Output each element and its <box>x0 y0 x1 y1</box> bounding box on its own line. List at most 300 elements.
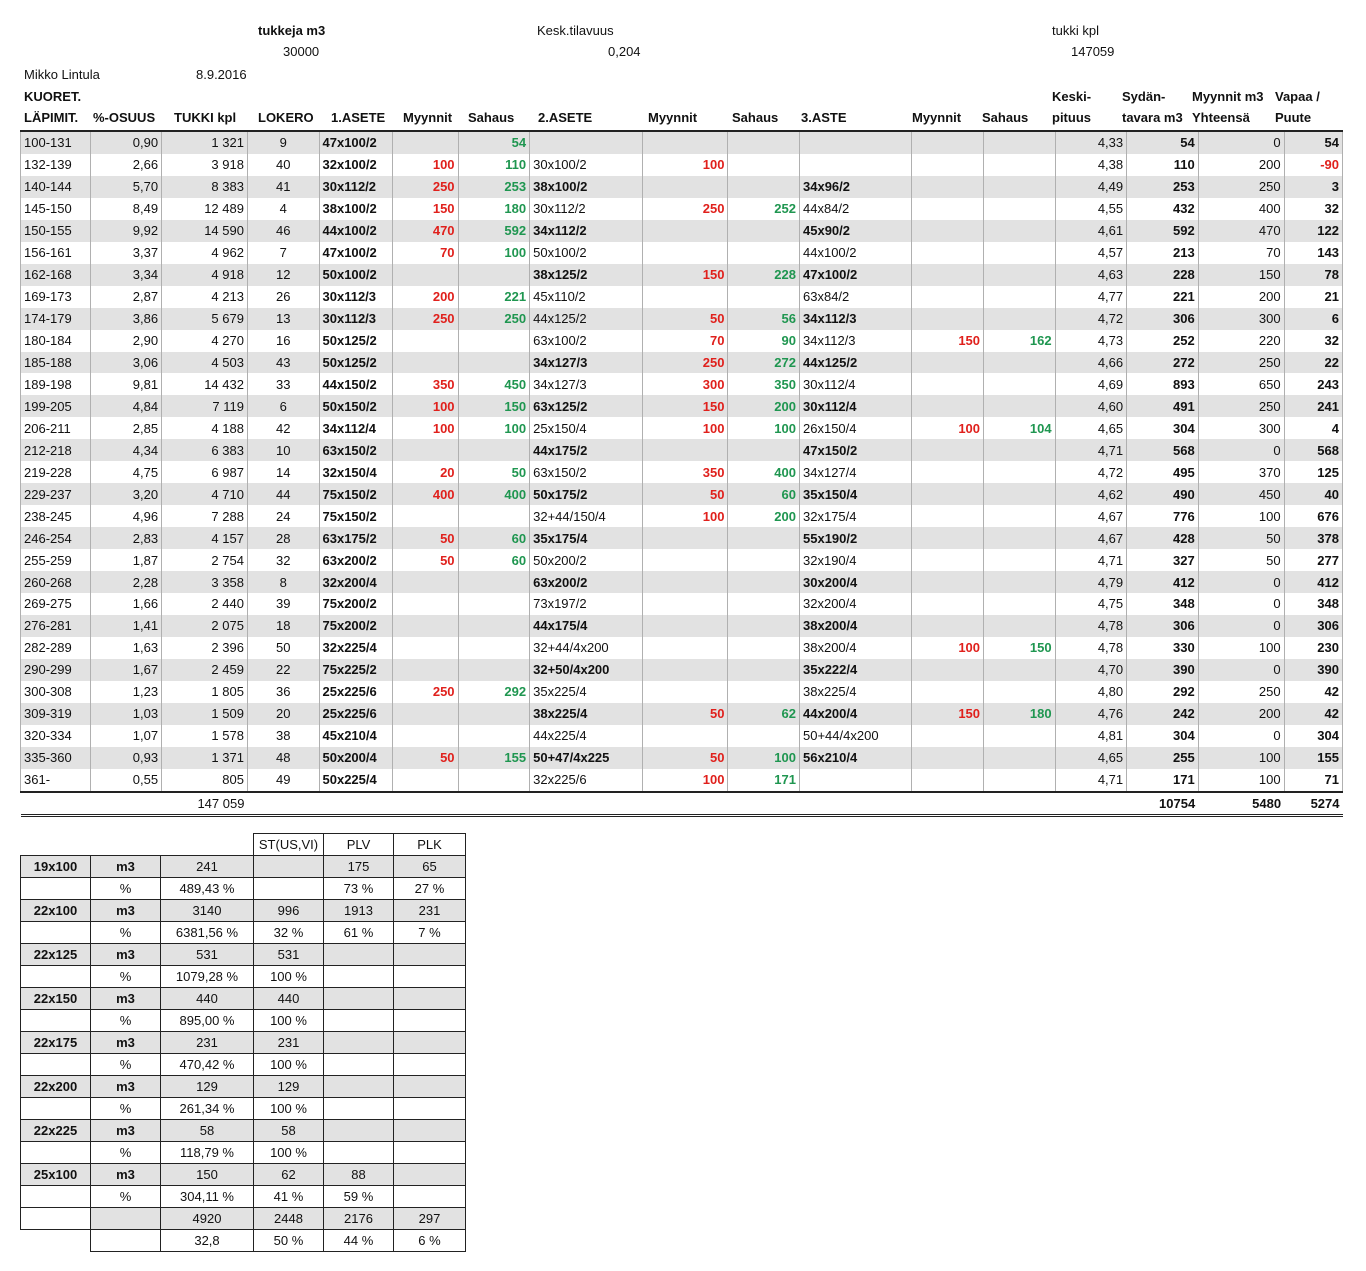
summary-value <box>394 1164 466 1186</box>
summary-row-m3 <box>21 1120 466 1142</box>
cell-keski-pituus: 4,66 <box>1055 352 1127 374</box>
cell-myynnit1: 350 <box>393 373 458 395</box>
cell-lokero: 10 <box>247 439 319 461</box>
summary-unit: % <box>91 1098 161 1120</box>
cell-vapaa-puute: 412 <box>1284 571 1342 593</box>
summary-total-empty <box>21 1208 91 1230</box>
cell-sahaus1: 60 <box>458 527 530 549</box>
cell-keski-pituus: 4,72 <box>1055 461 1127 483</box>
cell-sahaus1: 100 <box>458 417 530 439</box>
cell-osuus: 4,96 <box>90 505 162 527</box>
cell-sydantavara: 428 <box>1127 527 1199 549</box>
summary-pct <box>324 1010 394 1032</box>
cell-aste2: 38x100/2 <box>530 176 642 198</box>
cell-osuus: 2,28 <box>90 571 162 593</box>
cell-vapaa-puute: 306 <box>1284 615 1342 637</box>
cell-aste1: 63x175/2 <box>319 527 393 549</box>
cell-lapimit: 255-259 <box>21 549 91 571</box>
cell-myynnit1 <box>393 439 458 461</box>
cell-vapaa-puute: 78 <box>1284 264 1342 286</box>
summary-value: 62 <box>254 1164 324 1186</box>
cell-keski-pituus: 4,63 <box>1055 264 1127 286</box>
cell-vapaa-puute: -90 <box>1284 154 1342 176</box>
cell-aste3: 38x200/4 <box>800 615 912 637</box>
cell-sydantavara: 292 <box>1127 681 1199 703</box>
cell-myynnit1: 400 <box>393 483 458 505</box>
summary-total-pct: 50 % <box>254 1230 324 1252</box>
cell-keski-pituus: 4,71 <box>1055 769 1127 792</box>
cell-myynnit1: 100 <box>393 395 458 417</box>
cell-sahaus3 <box>984 527 1056 549</box>
total-empty <box>21 792 91 816</box>
cell-lapimit: 320-334 <box>21 725 91 747</box>
cell-myynnit-yht: 70 <box>1198 242 1284 264</box>
summary-header-row <box>21 834 466 856</box>
summary-value <box>254 856 324 878</box>
summary-size: 22x175 <box>21 1032 91 1054</box>
cell-aste1: 50x100/2 <box>319 264 393 286</box>
cell-myynnit2: 350 <box>642 461 728 483</box>
totals-row <box>21 792 1343 816</box>
summary-size: 22x225 <box>21 1120 91 1142</box>
cell-aste3: 44x125/2 <box>800 352 912 374</box>
cell-sydantavara: 54 <box>1127 131 1199 154</box>
summary-size: 22x200 <box>21 1076 91 1098</box>
cell-sahaus3 <box>984 461 1056 483</box>
total-empty <box>984 792 1056 816</box>
cell-aste3: 47x150/2 <box>800 439 912 461</box>
summary-row-m3 <box>21 856 466 878</box>
cell-osuus: 4,84 <box>90 395 162 417</box>
total-empty <box>728 792 800 816</box>
cell-myynnit1 <box>393 264 458 286</box>
cell-vapaa-puute: 40 <box>1284 483 1342 505</box>
total-empty <box>530 792 642 816</box>
summary-size-empty <box>21 1186 91 1208</box>
cell-sahaus2: 350 <box>728 373 800 395</box>
cell-sahaus2: 400 <box>728 461 800 483</box>
cell-aste1: 30x112/2 <box>319 176 393 198</box>
cell-sahaus1: 60 <box>458 549 530 571</box>
cell-myynnit-yht: 0 <box>1198 659 1284 681</box>
total-vapaa-puute: 5274 <box>1284 792 1342 816</box>
cell-tukki-kpl: 1 371 <box>162 747 248 769</box>
cell-osuus: 1,41 <box>90 615 162 637</box>
summary-pct <box>324 1098 394 1120</box>
summary-unit: m3 <box>91 988 161 1010</box>
summary-value <box>324 1076 394 1098</box>
cell-sahaus1 <box>458 769 530 792</box>
cell-aste1: 34x112/4 <box>319 417 393 439</box>
cell-myynnit1: 250 <box>393 681 458 703</box>
cell-vapaa-puute: 378 <box>1284 527 1342 549</box>
cell-osuus: 3,20 <box>90 483 162 505</box>
cell-sahaus2 <box>728 176 800 198</box>
summary-row-pct <box>21 966 466 988</box>
cell-aste1: 25x225/6 <box>319 703 393 725</box>
cell-myynnit3 <box>912 615 984 637</box>
summary-total-pct: 6 % <box>394 1230 466 1252</box>
cell-tukki-kpl: 6 987 <box>162 461 248 483</box>
cell-aste3: 30x112/4 <box>800 373 912 395</box>
summary-header-empty <box>21 834 91 856</box>
cell-aste2: 63x150/2 <box>530 461 642 483</box>
cell-sahaus3 <box>984 747 1056 769</box>
cell-aste1: 32x225/4 <box>319 637 393 659</box>
cell-myynnit2: 100 <box>642 154 728 176</box>
summary-value: 175 <box>324 856 394 878</box>
cell-lapimit: 361- <box>21 769 91 792</box>
cell-sahaus2: 90 <box>728 330 800 352</box>
cell-myynnit2: 50 <box>642 483 728 505</box>
cell-aste3: 63x84/2 <box>800 286 912 308</box>
cell-aste2: 63x200/2 <box>530 571 642 593</box>
cell-vapaa-puute: 42 <box>1284 681 1342 703</box>
col-sahaus-2: Sahaus <box>732 110 779 125</box>
summary-unit: m3 <box>91 856 161 878</box>
summary-pct <box>394 1054 466 1076</box>
table-row <box>21 527 1343 549</box>
cell-lokero: 26 <box>247 286 319 308</box>
cell-sahaus1: 250 <box>458 308 530 330</box>
cell-keski-pituus: 4,71 <box>1055 549 1127 571</box>
cell-sahaus1: 110 <box>458 154 530 176</box>
summary-pct: 100 % <box>254 1098 324 1120</box>
summary-value: 531 <box>254 944 324 966</box>
cell-aste1: 47x100/2 <box>319 242 393 264</box>
cell-myynnit3 <box>912 505 984 527</box>
summary-value <box>324 988 394 1010</box>
cell-lokero: 22 <box>247 659 319 681</box>
cell-vapaa-puute: 3 <box>1284 176 1342 198</box>
cell-myynnit-yht: 0 <box>1198 439 1284 461</box>
cell-myynnit3 <box>912 681 984 703</box>
summary-size: 22x125 <box>21 944 91 966</box>
cell-keski-pituus: 4,72 <box>1055 308 1127 330</box>
cell-sahaus3 <box>984 439 1056 461</box>
summary-value <box>394 1120 466 1142</box>
cell-keski-pituus: 4,73 <box>1055 330 1127 352</box>
cell-keski-pituus: 4,78 <box>1055 637 1127 659</box>
col-sahaus-1: Sahaus <box>468 110 515 125</box>
table-row <box>21 131 1343 154</box>
cell-lokero: 50 <box>247 637 319 659</box>
cell-tukki-kpl: 6 383 <box>162 439 248 461</box>
cell-vapaa-puute: 4 <box>1284 417 1342 439</box>
cell-myynnit3 <box>912 483 984 505</box>
table-row <box>21 747 1343 769</box>
cell-myynnit3 <box>912 527 984 549</box>
summary-unit: m3 <box>91 944 161 966</box>
cell-aste3: 34x96/2 <box>800 176 912 198</box>
cell-myynnit-yht: 250 <box>1198 352 1284 374</box>
summary-value <box>324 1120 394 1142</box>
cell-myynnit-yht: 300 <box>1198 308 1284 330</box>
cell-sahaus3 <box>984 395 1056 417</box>
summary-value: 58 <box>254 1120 324 1142</box>
table-row <box>21 308 1343 330</box>
cell-lapimit: 185-188 <box>21 352 91 374</box>
cell-osuus: 3,06 <box>90 352 162 374</box>
cell-sahaus3 <box>984 242 1056 264</box>
cell-myynnit2 <box>642 593 728 615</box>
cell-sahaus1 <box>458 725 530 747</box>
summary-pct <box>324 966 394 988</box>
kesk-value: 0,204 <box>608 44 641 59</box>
cell-osuus: 1,66 <box>90 593 162 615</box>
cell-lokero: 48 <box>247 747 319 769</box>
cell-myynnit-yht: 100 <box>1198 505 1284 527</box>
cell-aste2: 63x100/2 <box>530 330 642 352</box>
cell-osuus: 1,07 <box>90 725 162 747</box>
table-row <box>21 373 1343 395</box>
cell-tukki-kpl: 4 918 <box>162 264 248 286</box>
cell-myynnit-yht: 450 <box>1198 483 1284 505</box>
col-aste3: 3.ASTE <box>801 110 847 125</box>
tukkeja-value: 30000 <box>283 44 320 59</box>
summary-value: 1913 <box>324 900 394 922</box>
cell-lokero: 46 <box>247 220 319 242</box>
cell-sahaus2: 100 <box>728 747 800 769</box>
table-row <box>21 571 1343 593</box>
cell-sahaus3: 104 <box>984 417 1056 439</box>
cell-keski-pituus: 4,65 <box>1055 747 1127 769</box>
col-aste1: 1.ASETE <box>331 110 386 125</box>
cell-sahaus2: 171 <box>728 769 800 792</box>
cell-myynnit2 <box>642 439 728 461</box>
summary-total-empty <box>91 1208 161 1230</box>
summary-size-empty <box>21 1098 91 1120</box>
summary-pct <box>394 1010 466 1032</box>
cell-sahaus1: 253 <box>458 176 530 198</box>
cell-vapaa-puute: 71 <box>1284 769 1342 792</box>
cell-myynnit3 <box>912 352 984 374</box>
cell-myynnit2: 250 <box>642 198 728 220</box>
cell-myynnit2: 250 <box>642 352 728 374</box>
summary-value <box>394 988 466 1010</box>
col-myynnit-1: Myynnit <box>403 110 453 125</box>
cell-vapaa-puute: 230 <box>1284 637 1342 659</box>
cell-aste3: 44x100/2 <box>800 242 912 264</box>
summary-total-pct: 44 % <box>324 1230 394 1252</box>
summary-value: 65 <box>394 856 466 878</box>
total-empty <box>800 792 912 816</box>
cell-sahaus1: 450 <box>458 373 530 395</box>
cell-sahaus2: 200 <box>728 505 800 527</box>
cell-lapimit: 282-289 <box>21 637 91 659</box>
table-row <box>21 505 1343 527</box>
cell-sydantavara: 330 <box>1127 637 1199 659</box>
summary-pct: 73 % <box>324 878 394 900</box>
cell-myynnit3 <box>912 395 984 417</box>
table-row <box>21 395 1343 417</box>
cell-keski-pituus: 4,80 <box>1055 681 1127 703</box>
cell-keski-pituus: 4,61 <box>1055 220 1127 242</box>
table-row <box>21 264 1343 286</box>
cell-keski-pituus: 4,71 <box>1055 439 1127 461</box>
cell-myynnit1 <box>393 330 458 352</box>
summary-pct <box>394 1142 466 1164</box>
cell-myynnit-yht: 370 <box>1198 461 1284 483</box>
summary-value: 241 <box>161 856 254 878</box>
col-lapimit: LÄPIMIT. <box>24 110 79 125</box>
cell-lapimit: 290-299 <box>21 659 91 681</box>
cell-lokero: 16 <box>247 330 319 352</box>
summary-row-m3 <box>21 1032 466 1054</box>
summary-size-empty <box>21 1142 91 1164</box>
cell-myynnit3 <box>912 242 984 264</box>
cell-aste2: 44x225/4 <box>530 725 642 747</box>
cell-myynnit3 <box>912 264 984 286</box>
cell-lapimit: 145-150 <box>21 198 91 220</box>
cell-osuus: 2,83 <box>90 527 162 549</box>
cell-sydantavara: 348 <box>1127 593 1199 615</box>
cell-sahaus2 <box>728 549 800 571</box>
summary-header-empty <box>91 834 161 856</box>
cell-tukki-kpl: 4 503 <box>162 352 248 374</box>
cell-sahaus3 <box>984 176 1056 198</box>
summary-header-empty <box>161 834 254 856</box>
cell-aste2: 50x100/2 <box>530 242 642 264</box>
cell-sahaus2 <box>728 242 800 264</box>
cell-osuus: 0,90 <box>90 131 162 154</box>
total-tukki-kpl: 147 059 <box>162 792 248 816</box>
table-row <box>21 769 1343 792</box>
cell-sahaus2: 56 <box>728 308 800 330</box>
cell-aste1: 30x112/3 <box>319 286 393 308</box>
summary-pct <box>394 1186 466 1208</box>
cell-aste2: 50x175/2 <box>530 483 642 505</box>
cell-aste3: 30x112/4 <box>800 395 912 417</box>
table-row <box>21 417 1343 439</box>
cell-sydantavara: 304 <box>1127 417 1199 439</box>
col-aste2: 2.ASETE <box>538 110 593 125</box>
cell-aste2: 73x197/2 <box>530 593 642 615</box>
cell-aste3: 38x200/4 <box>800 637 912 659</box>
cell-myynnit-yht: 650 <box>1198 373 1284 395</box>
cell-aste1: 50x125/2 <box>319 352 393 374</box>
cell-keski-pituus: 4,49 <box>1055 176 1127 198</box>
summary-pct: 41 % <box>254 1186 324 1208</box>
cell-tukki-kpl: 12 489 <box>162 198 248 220</box>
cell-myynnit3 <box>912 154 984 176</box>
cell-sydantavara: 327 <box>1127 549 1199 571</box>
cell-myynnit2 <box>642 571 728 593</box>
cell-sahaus1 <box>458 615 530 637</box>
summary-row-pct <box>21 1142 466 1164</box>
cell-myynnit2 <box>642 659 728 681</box>
col-sydan-2: tavara m3 <box>1122 110 1183 125</box>
cell-aste2: 32+44/150/4 <box>530 505 642 527</box>
cell-keski-pituus: 4,67 <box>1055 527 1127 549</box>
summary-pct: 470,42 % <box>161 1054 254 1076</box>
cell-tukki-kpl: 8 383 <box>162 176 248 198</box>
summary-value <box>394 1032 466 1054</box>
cell-keski-pituus: 4,33 <box>1055 131 1127 154</box>
summary-size: 22x150 <box>21 988 91 1010</box>
cell-aste1: 75x150/2 <box>319 483 393 505</box>
cell-myynnit2 <box>642 131 728 154</box>
cell-aste3: 38x225/4 <box>800 681 912 703</box>
cell-aste1: 30x112/3 <box>319 308 393 330</box>
summary-value <box>394 944 466 966</box>
cell-myynnit-yht: 250 <box>1198 176 1284 198</box>
cell-lokero: 39 <box>247 593 319 615</box>
summary-pct: 100 % <box>254 1010 324 1032</box>
cell-sahaus2: 62 <box>728 703 800 725</box>
cell-aste2: 38x125/2 <box>530 264 642 286</box>
cell-aste2: 34x112/2 <box>530 220 642 242</box>
cell-aste1: 75x150/2 <box>319 505 393 527</box>
cell-tukki-kpl: 2 075 <box>162 615 248 637</box>
cell-aste1: 50x200/4 <box>319 747 393 769</box>
cell-sahaus3 <box>984 681 1056 703</box>
summary-value <box>324 944 394 966</box>
cell-osuus: 1,03 <box>90 703 162 725</box>
summary-total-empty <box>21 1230 91 1252</box>
cell-aste3: 50+44/4x200 <box>800 725 912 747</box>
summary-pct: 61 % <box>324 922 394 944</box>
cell-lokero: 28 <box>247 527 319 549</box>
col-vapaa-1: Vapaa / <box>1275 89 1320 104</box>
cell-aste3: 44x200/4 <box>800 703 912 725</box>
cell-myynnit2 <box>642 527 728 549</box>
cell-myynnit-yht: 200 <box>1198 703 1284 725</box>
table-row <box>21 352 1343 374</box>
cell-myynnit-yht: 250 <box>1198 395 1284 417</box>
cell-sydantavara: 221 <box>1127 286 1199 308</box>
cell-lokero: 42 <box>247 417 319 439</box>
cell-sydantavara: 255 <box>1127 747 1199 769</box>
cell-myynnit1 <box>393 352 458 374</box>
cell-vapaa-puute: 54 <box>1284 131 1342 154</box>
cell-sahaus1 <box>458 505 530 527</box>
summary-pct: 59 % <box>324 1186 394 1208</box>
cell-myynnit3: 150 <box>912 703 984 725</box>
cell-osuus: 8,49 <box>90 198 162 220</box>
cell-keski-pituus: 4,70 <box>1055 659 1127 681</box>
cell-myynnit-yht: 300 <box>1198 417 1284 439</box>
cell-myynnit-yht: 200 <box>1198 286 1284 308</box>
cell-aste2: 38x225/4 <box>530 703 642 725</box>
cell-osuus: 2,66 <box>90 154 162 176</box>
cell-myynnit3 <box>912 593 984 615</box>
cell-myynnit-yht: 50 <box>1198 549 1284 571</box>
cell-aste1: 50x225/4 <box>319 769 393 792</box>
cell-aste3: 34x112/3 <box>800 308 912 330</box>
summary-size: 22x100 <box>21 900 91 922</box>
cell-vapaa-puute: 125 <box>1284 461 1342 483</box>
total-empty <box>642 792 728 816</box>
summary-value: 129 <box>254 1076 324 1098</box>
cell-aste2: 30x100/2 <box>530 154 642 176</box>
cell-sydantavara: 110 <box>1127 154 1199 176</box>
summary-pct: 7 % <box>394 922 466 944</box>
cell-myynnit1 <box>393 659 458 681</box>
cell-sydantavara: 171 <box>1127 769 1199 792</box>
summary-value: 129 <box>161 1076 254 1098</box>
cell-sahaus3 <box>984 198 1056 220</box>
cell-osuus: 3,86 <box>90 308 162 330</box>
cell-myynnit3 <box>912 198 984 220</box>
cell-aste1: 45x210/4 <box>319 725 393 747</box>
cell-sahaus1 <box>458 703 530 725</box>
cell-sahaus3: 180 <box>984 703 1056 725</box>
main-table <box>20 130 1343 817</box>
cell-lokero: 40 <box>247 154 319 176</box>
summary-row-pct <box>21 1098 466 1120</box>
cell-sahaus3 <box>984 483 1056 505</box>
